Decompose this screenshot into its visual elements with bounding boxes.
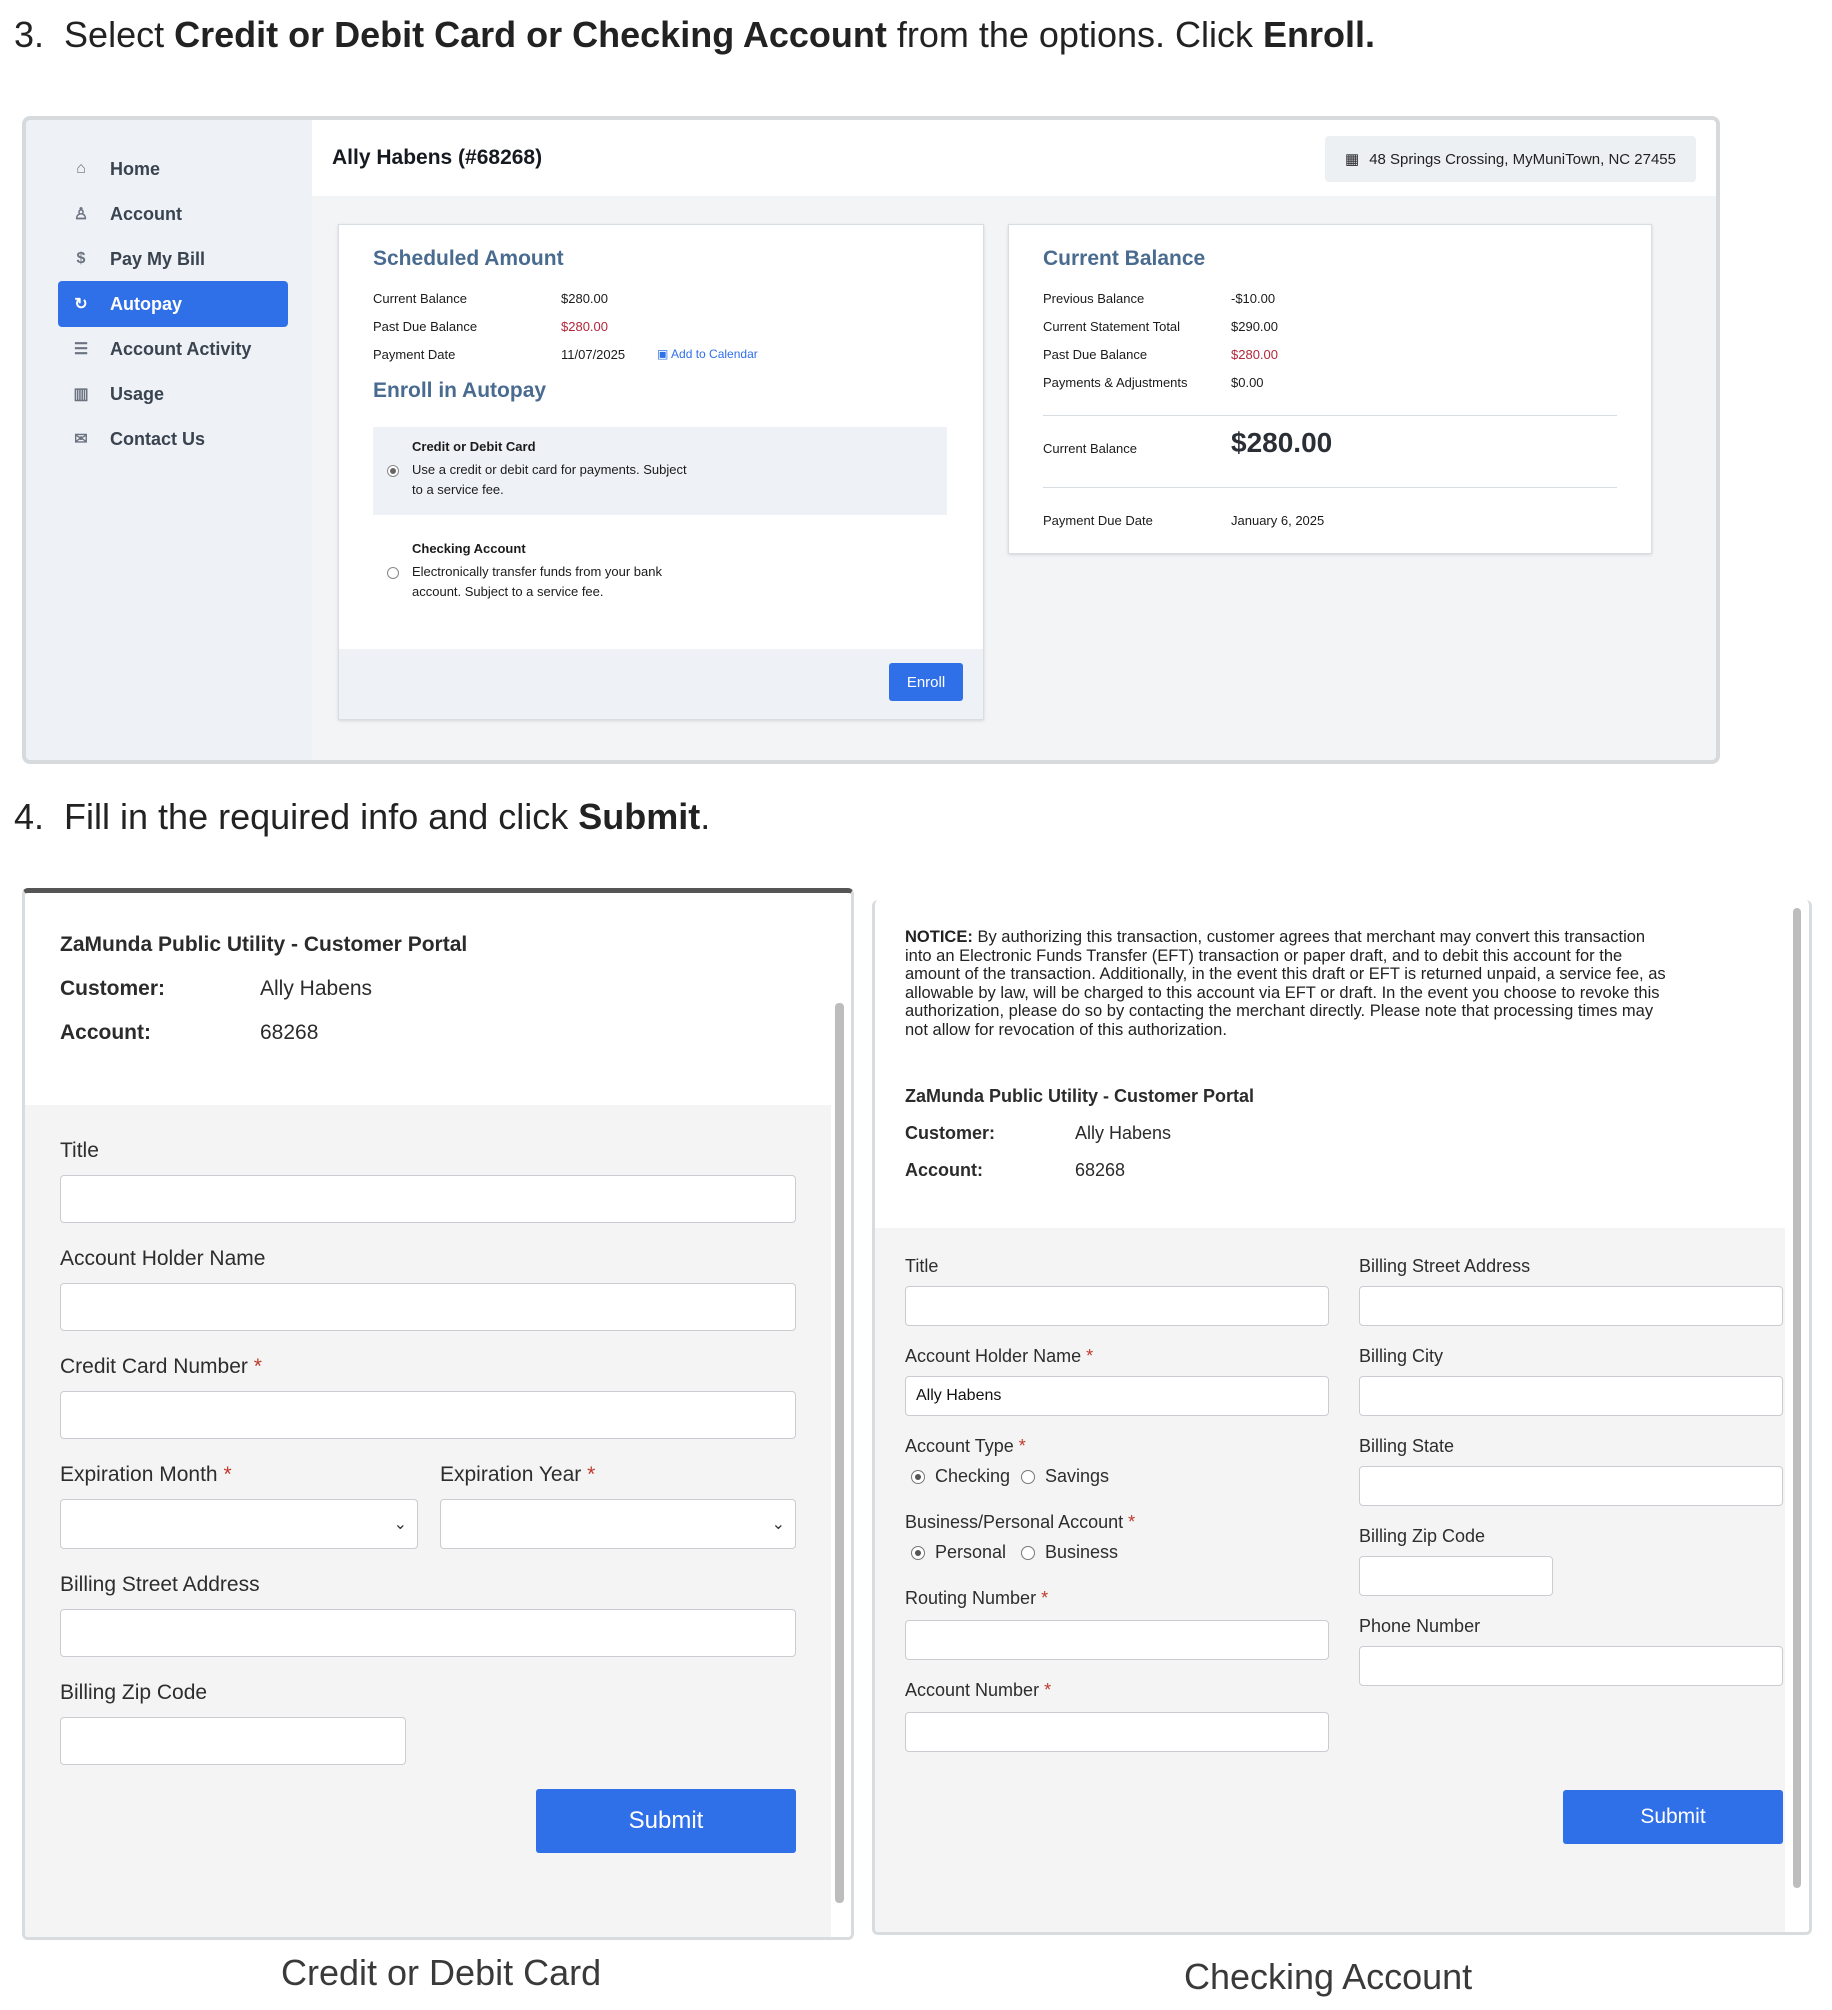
customer-title: Ally Habens (#68268)	[332, 146, 543, 169]
checking-radio-label: Checking	[935, 1466, 1011, 1486]
autopay-card	[338, 224, 984, 720]
sidebar-item-autopay[interactable]: ↻ Autopay	[58, 281, 288, 327]
card-number-label: Credit Card Number *	[60, 1355, 262, 1378]
option-desc: Use a credit or debit card for payments. Subject	[412, 462, 687, 477]
phone-label: Phone Number	[1359, 1616, 1481, 1636]
chart-icon: ▥	[73, 386, 89, 403]
autopay-screenshot	[22, 116, 1720, 764]
step-3-instruction: 3. Select Credit or Debit Card or Checking Account from the options. Click Enroll.	[14, 14, 1376, 55]
row-label: Payment Date	[373, 347, 456, 362]
enroll-autopay-title: Enroll in Autopay	[373, 379, 547, 402]
mail-icon: ✉	[74, 431, 88, 448]
savings-radio-label: Savings	[1045, 1466, 1110, 1486]
customer-label: Customer:	[905, 1123, 996, 1143]
account-holder-input[interactable]	[60, 1283, 796, 1331]
current-balance-card	[1008, 224, 1652, 554]
personal-radio-label: Personal	[935, 1542, 1007, 1562]
title-input[interactable]	[60, 1175, 796, 1223]
user-icon: ♙	[73, 206, 89, 223]
card-number-input[interactable]	[60, 1391, 796, 1439]
checking-radio[interactable]	[387, 567, 399, 579]
holder-label: Account Holder Name	[60, 1247, 266, 1270]
row-value: $0.00	[1231, 375, 1264, 390]
account-type-label: Account Type *	[905, 1436, 1026, 1456]
billing-zip-input[interactable]	[60, 1717, 406, 1765]
current-balance-label: Current Balance	[1043, 441, 1137, 456]
option-desc: account. Subject to a service fee.	[412, 584, 604, 599]
row-value: -$10.00	[1231, 291, 1276, 306]
routing-number-input[interactable]	[905, 1620, 1329, 1660]
exp-year-label: Expiration Year *	[440, 1463, 596, 1486]
submit-button[interactable]: Submit	[536, 1789, 796, 1853]
row-value: 11/07/2025	[561, 347, 626, 362]
customer-value: Ally Habens	[1075, 1123, 1172, 1143]
top-bar	[312, 120, 1716, 196]
add-to-calendar-link[interactable]: ▣ Add to Calendar	[657, 347, 758, 361]
form-body	[25, 1105, 831, 1937]
customer-label: Customer:	[60, 977, 166, 1000]
billing-street-input[interactable]	[60, 1609, 796, 1657]
option-title: Credit or Debit Card	[412, 439, 536, 454]
account-label: Account:	[905, 1160, 983, 1180]
title-label: Title	[905, 1256, 939, 1276]
exp-month-select[interactable]	[60, 1499, 418, 1549]
option-desc: to a service fee.	[412, 482, 504, 497]
enroll-button[interactable]: Enroll	[889, 663, 963, 701]
divider	[1043, 487, 1617, 488]
due-date-label: Payment Due Date	[1043, 513, 1153, 528]
checking-form	[872, 900, 1812, 1935]
current-balance-title: Current Balance	[1043, 247, 1206, 270]
due-date-value: January 6, 2025	[1231, 513, 1325, 528]
row-label: Previous Balance	[1043, 291, 1145, 306]
notice-text: NOTICE: By authorizing this transaction, customer agrees that merchant may convert this transaction into an Electronic Funds Transfer (EFT) transaction or paper draft, and to debit this account for the amount of the transaction. Additionally, in the event this draft or EFT is returned unpaid, a service fee, as allowable by law, will be charged to this account via EFT or draft. In the event you choose to revoke this authorization, please do so by contacting the merchant directly. Please note that processing times may not allow for revocation of this authorization.	[905, 928, 1666, 1039]
exp-month-label: Expiration Month *	[60, 1463, 232, 1486]
submit-button[interactable]: Submit	[1563, 1790, 1783, 1844]
current-balance-amount: $280.00	[1231, 427, 1333, 458]
phone-input[interactable]	[1359, 1646, 1783, 1686]
row-label: Current Balance	[373, 291, 467, 306]
billing-zip-input[interactable]	[1359, 1556, 1553, 1596]
routing-label: Routing Number *	[905, 1588, 1049, 1608]
refresh-icon: ↻	[74, 296, 88, 313]
city-label: Billing City	[1359, 1346, 1444, 1366]
scrollbar[interactable]	[835, 1003, 844, 1903]
street-label: Billing Street Address	[1359, 1256, 1531, 1276]
sidebar-item-contact-us[interactable]: ✉ Contact Us	[58, 416, 288, 462]
row-value: $280.00	[561, 319, 608, 334]
row-value: $290.00	[1231, 319, 1278, 334]
option-checking[interactable]	[373, 529, 947, 617]
scrollbar[interactable]	[1793, 908, 1801, 1888]
checking-radio[interactable]	[911, 1470, 925, 1484]
title-input[interactable]	[905, 1286, 1329, 1326]
row-label: Past Due Balance	[1043, 347, 1148, 362]
business-personal-label: Business/Personal Account *	[905, 1512, 1136, 1532]
address-badge: ▦ 48 Springs Crossing, MyMuniTown, NC 27455	[1325, 136, 1696, 182]
option-credit-card[interactable]	[373, 427, 947, 515]
zip-label: Billing Zip Code	[1359, 1526, 1486, 1546]
divider	[1043, 415, 1617, 416]
business-radio[interactable]	[1021, 1546, 1035, 1560]
savings-radio[interactable]	[1021, 1470, 1035, 1484]
personal-radio[interactable]	[911, 1546, 925, 1560]
billing-city-input[interactable]	[1359, 1376, 1783, 1416]
sidebar	[26, 120, 312, 760]
holder-label: Account Holder Name *	[905, 1346, 1094, 1366]
state-label: Billing State	[1359, 1436, 1455, 1456]
row-label: Past Due Balance	[373, 319, 478, 334]
dollar-icon: $	[76, 250, 86, 267]
row-value: $280.00	[561, 291, 608, 306]
row-value: $280.00	[1231, 347, 1278, 362]
option-desc: Electronically transfer funds from your bank	[412, 564, 662, 579]
card-footer	[339, 649, 983, 719]
option-title: Checking Account	[412, 541, 526, 556]
chevron-down-icon: ⌄	[393, 1516, 407, 1533]
calendar-icon: ▣	[657, 347, 669, 361]
account-number-label: Account Number *	[905, 1680, 1052, 1700]
sidebar-item-usage[interactable]: ▥ Usage	[58, 371, 288, 417]
billing-state-input[interactable]	[1359, 1466, 1783, 1506]
credit-card-radio[interactable]	[387, 465, 399, 477]
account-value: 68268	[1075, 1160, 1126, 1180]
sidebar-item-account[interactable]: ♙ Account	[58, 191, 288, 237]
business-radio-label: Business	[1045, 1542, 1119, 1562]
row-label: Payments & Adjustments	[1043, 375, 1188, 390]
portal-title: ZaMunda Public Utility - Customer Portal	[60, 933, 468, 956]
row-label: Current Statement Total	[1043, 319, 1181, 334]
caption-checking: Checking Account	[1184, 1956, 1473, 1997]
home-icon: ⌂	[76, 160, 86, 177]
form-body	[875, 1228, 1785, 1932]
scheduled-amount-title: Scheduled Amount	[373, 247, 564, 270]
account-value: 68268	[260, 1021, 319, 1044]
portal-title: ZaMunda Public Utility - Customer Portal	[905, 1086, 1255, 1106]
sidebar-item-account-activity[interactable]: ☰ Account Activity	[58, 326, 288, 372]
title-label: Title	[60, 1139, 99, 1162]
billing-street-input[interactable]	[1359, 1286, 1783, 1326]
customer-value: Ally Habens	[260, 977, 373, 1000]
sidebar-item-pay-my-bill[interactable]: $ Pay My Bill	[58, 236, 288, 282]
zip-label: Billing Zip Code	[60, 1681, 208, 1704]
street-label: Billing Street Address	[60, 1573, 260, 1596]
sidebar-item-home[interactable]: ⌂ Home	[58, 146, 288, 192]
exp-year-select[interactable]	[440, 1499, 796, 1549]
account-holder-input[interactable]: Ally Habens	[905, 1376, 1329, 1416]
chevron-down-icon: ⌄	[771, 1516, 785, 1533]
account-number-input[interactable]	[905, 1712, 1329, 1752]
step-4-instruction: 4. Fill in the required info and click Submit.	[14, 796, 711, 837]
caption-credit-card: Credit or Debit Card	[281, 1952, 602, 1993]
account-label: Account:	[60, 1021, 151, 1044]
building-icon: ▦	[1345, 151, 1360, 168]
list-icon: ☰	[73, 341, 89, 358]
credit-card-form	[22, 888, 854, 1940]
